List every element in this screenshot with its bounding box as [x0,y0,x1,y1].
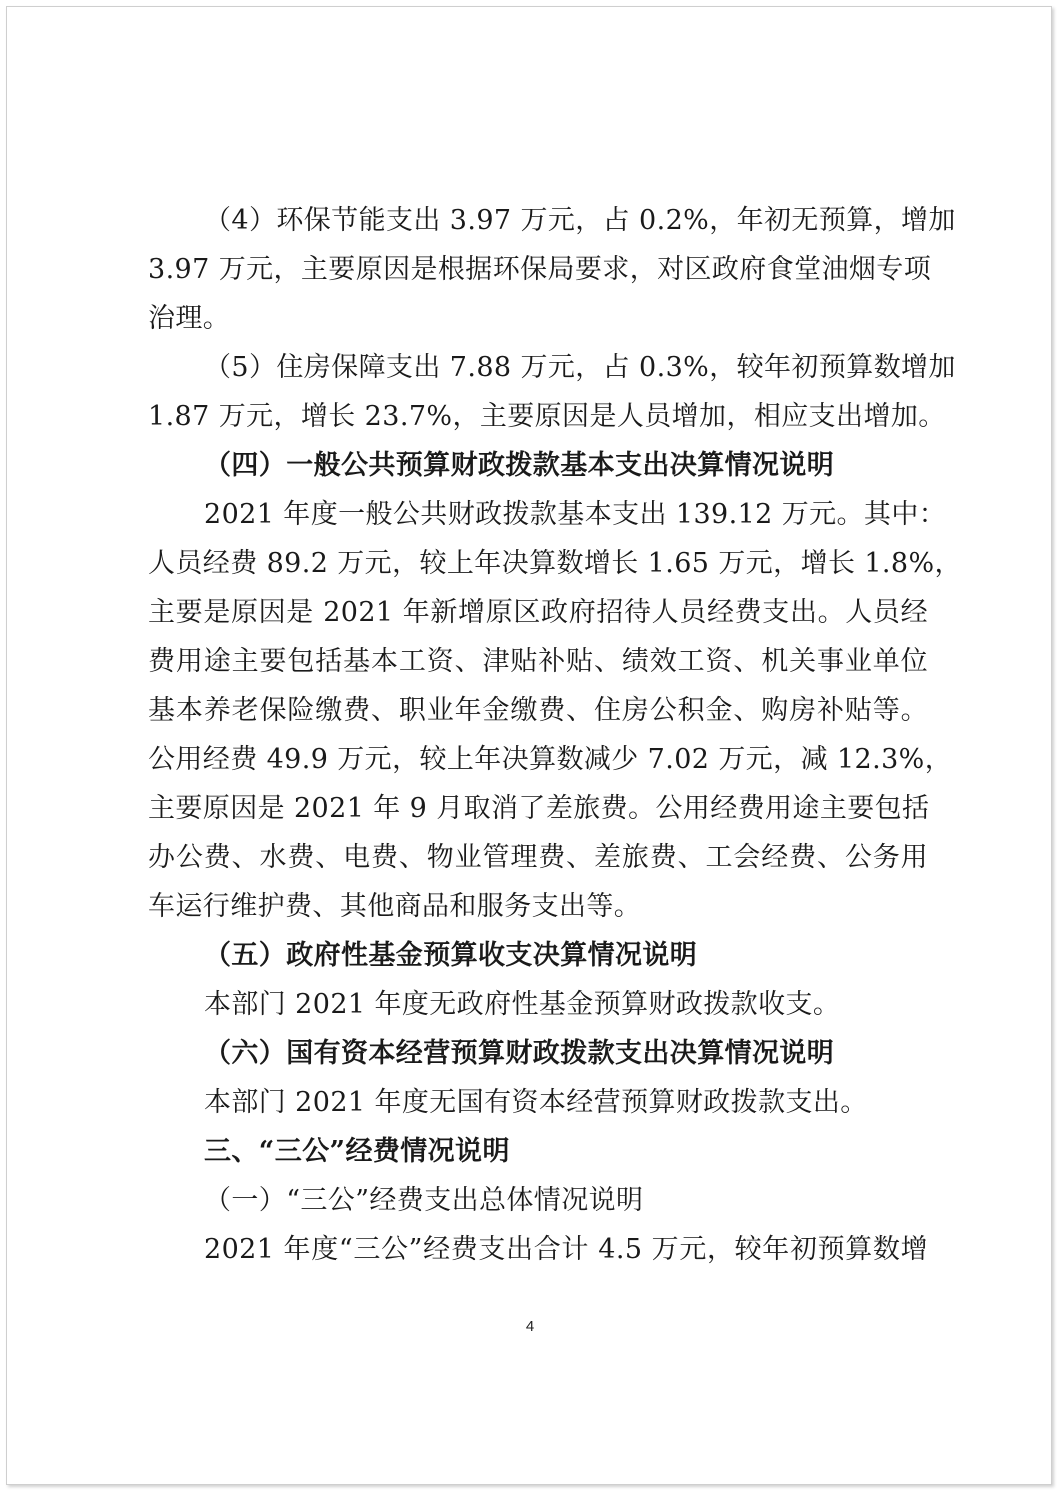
subsection-heading-1: （一）“三公”经费支出总体情况说明 [204,1185,644,1216]
paragraph-line: 车运行维护费、其他商品和服务支出等。 [148,891,642,922]
section-heading-5: （五）政府性基金预算收支决算情况说明 [204,940,698,971]
paragraph-line: 基本养老保险缴费、职业年金缴费、住房公积金、购房补贴等。 [148,695,928,726]
paragraph-line: 主要原因是 2021 年 9 月取消了差旅费。公用经费用途主要包括 [148,793,930,824]
chapter-heading-3: 三、“三公”经费情况说明 [204,1136,510,1167]
paragraph-line: 1.87 万元，增长 23.7%，主要原因是人员增加，相应支出增加。 [148,401,946,432]
document-body [148,196,962,1274]
paragraph-line: 3.97 万元，主要原因是根据环保局要求，对区政府食堂油烟专项 [148,254,932,285]
paragraph-line: 人员经费 89.2 万元，较上年决算数增长 1.65 万元，增长 1.8%， [148,548,962,579]
paragraph-line: 主要是原因是 2021 年新增原区政府招待人员经费支出。人员经 [148,597,928,628]
page-number: 4 [525,1318,535,1335]
section-heading-4: （四）一般公共预算财政拨款基本支出决算情况说明 [204,450,835,481]
paragraph-line: 2021 年度“三公”经费支出合计 4.5 万元，较年初预算数增 [204,1234,928,1265]
paragraph-line: 治理。 [148,303,231,334]
paragraph-line: 本部门 2021 年度无政府性基金预算财政拨款收支。 [204,989,841,1020]
paragraph-line: （4）环保节能支出 3.97 万元，占 0.2%，年初无预算，增加 [204,205,956,236]
section-heading-6: （六）国有资本经营预算财政拨款支出决算情况说明 [204,1038,835,1069]
paragraph-line: 本部门 2021 年度无国有资本经营预算财政拨款支出。 [204,1087,868,1118]
paragraph-line: （5）住房保障支出 7.88 万元，占 0.3%，较年初预算数增加 [204,352,956,383]
paragraph-line: 2021 年度一般公共财政拨款基本支出 139.12 万元。其中： [204,499,947,530]
paragraph-line: 办公费、水费、电费、物业管理费、差旅费、工会经费、公务用 [148,842,928,873]
paragraph-line: 费用途主要包括基本工资、津贴补贴、绩效工资、机关事业单位 [148,646,928,677]
paragraph-line: 公用经费 49.9 万元，较上年决算数减少 7.02 万元，减 12.3%， [148,744,953,775]
